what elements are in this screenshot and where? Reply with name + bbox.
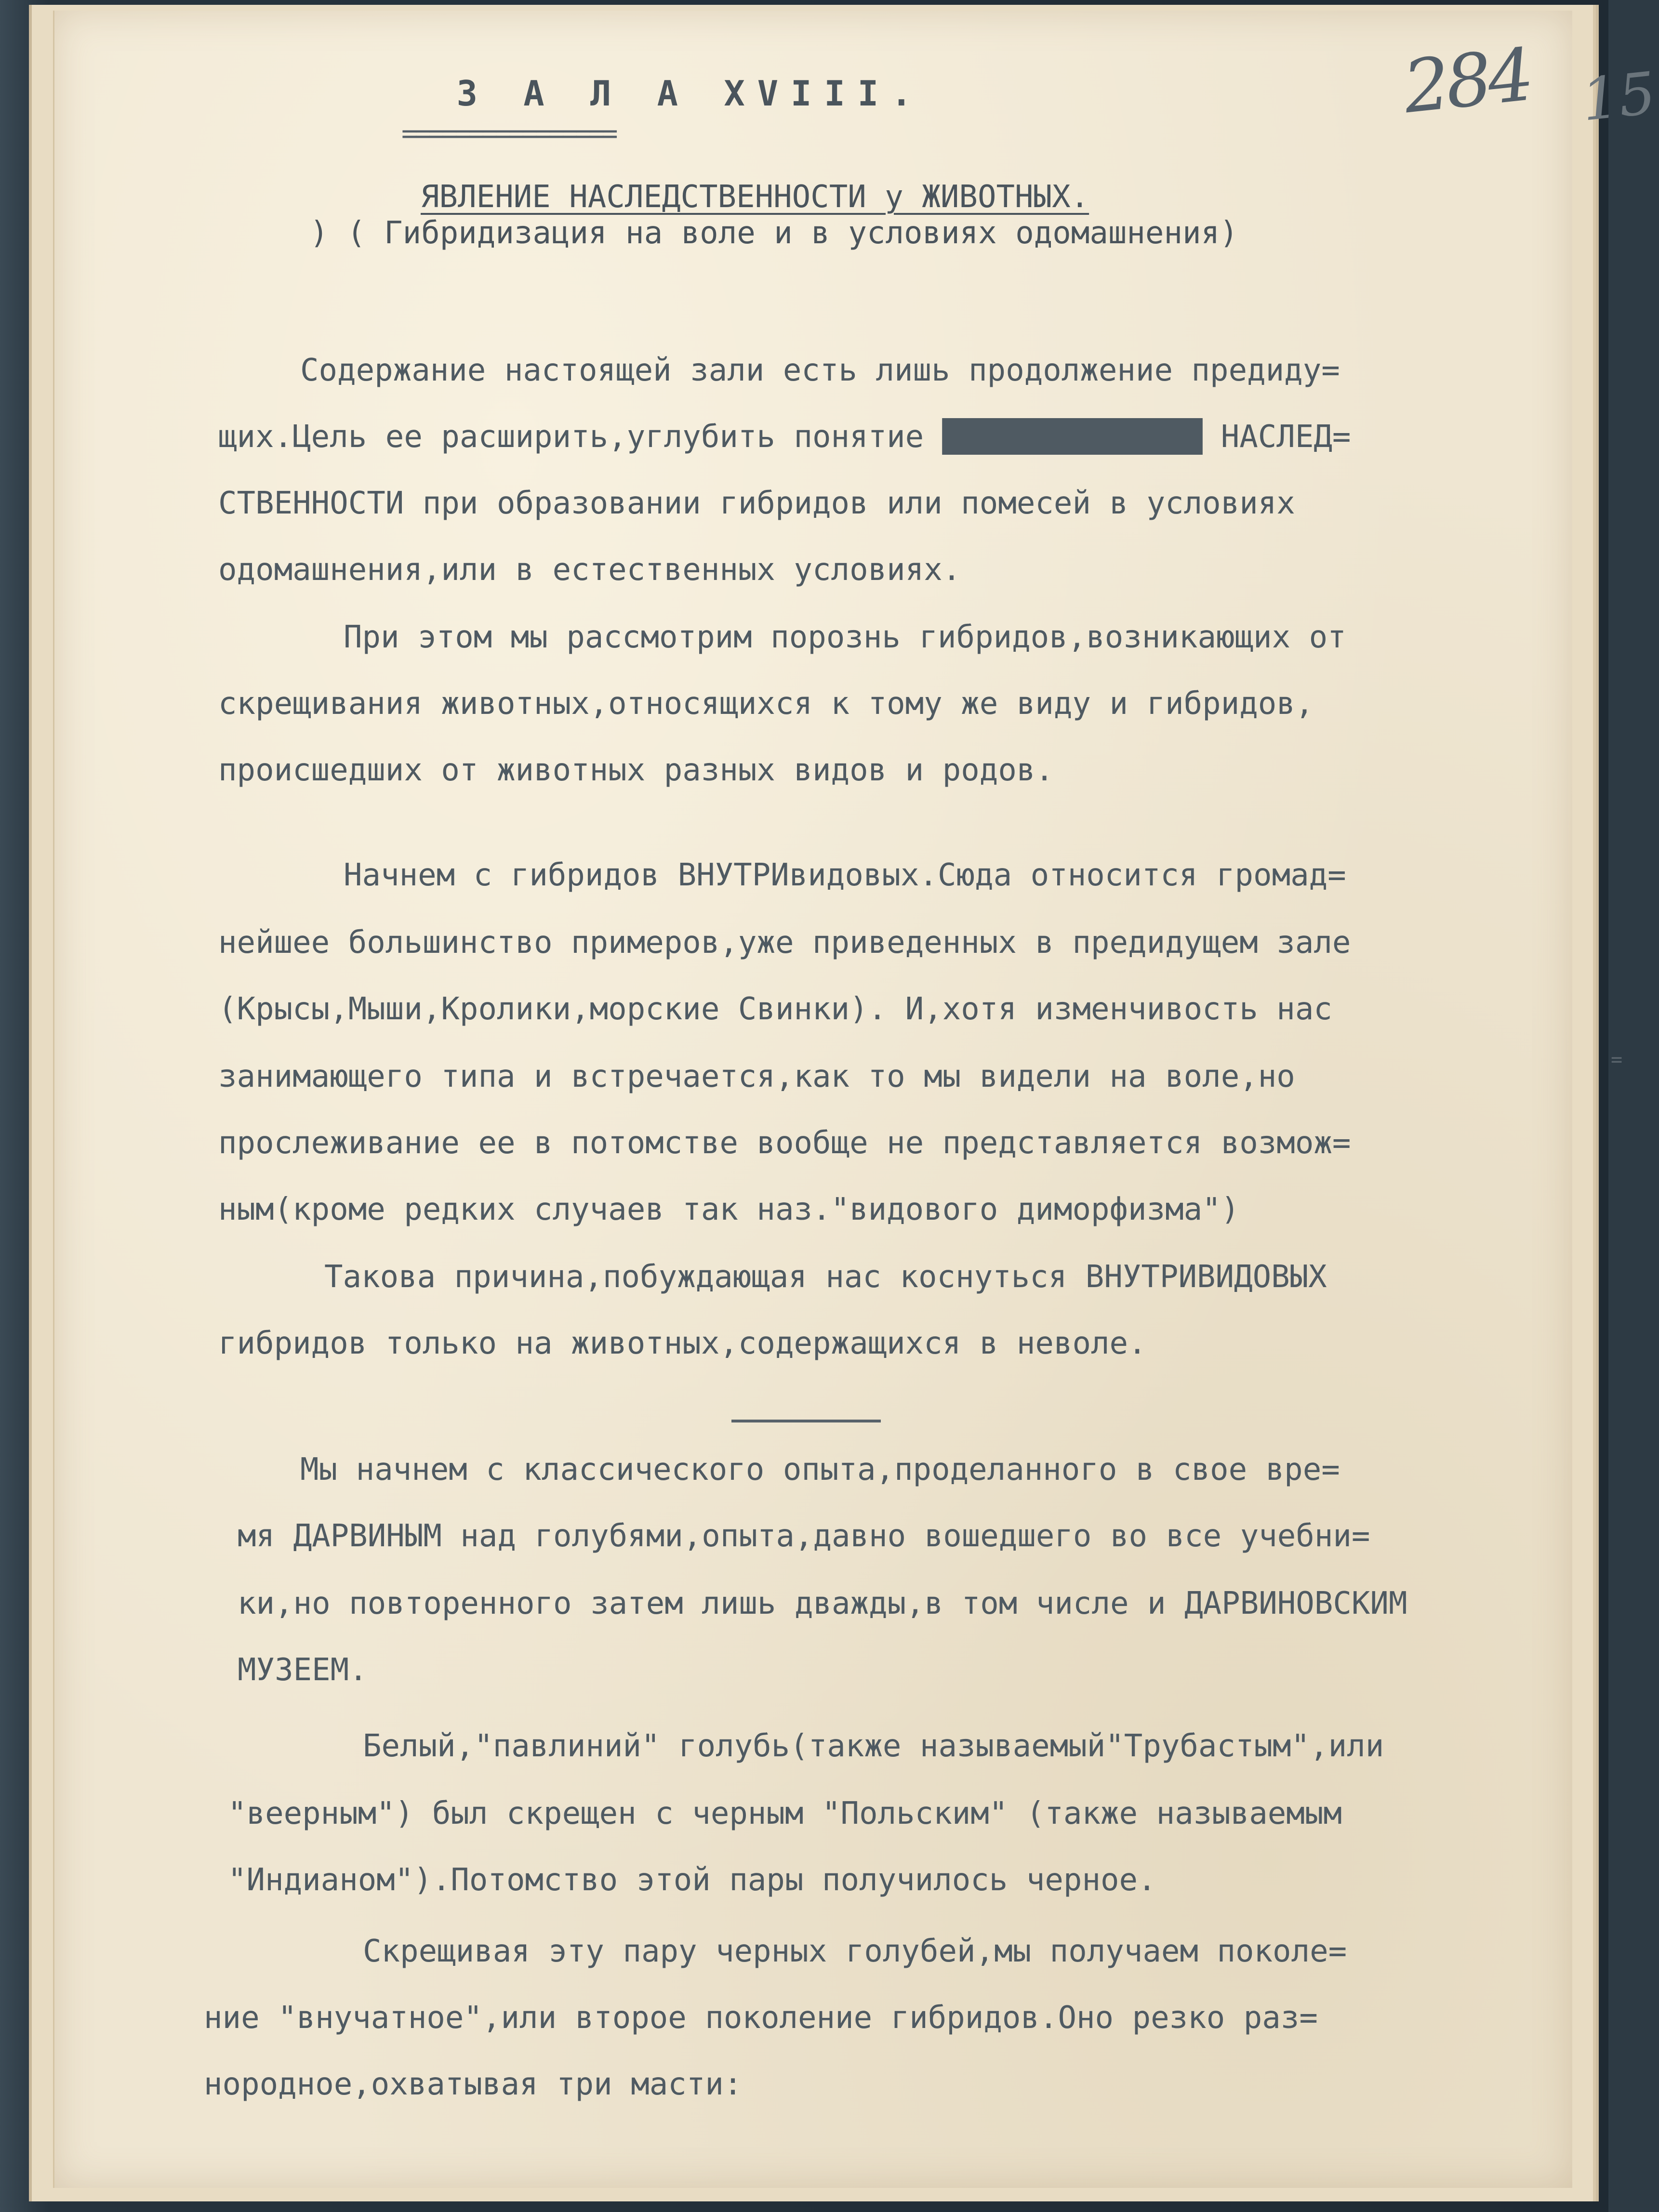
body-line: Скрещивая эту пару черных голубей,мы получаем поколе= (363, 1934, 1347, 1969)
handwritten-page-number: 284 (1399, 33, 1534, 130)
body-line: Начнем с гибридов ВНУТРИвидовых.Сюда относится громад= (344, 857, 1346, 893)
hall-title: З А Л А XVIII. (456, 73, 925, 114)
section-heading: ЯВЛЕНИЕ НАСЛЕДСТВЕННОСТИ у ЖИВОТНЫХ. (421, 179, 1089, 215)
body-line: нейшее большинство примеров,уже приведенных в предидущем зале (218, 925, 1351, 961)
body-line: ным(кроме редких случаев так наз."видового диморфизма") (218, 1192, 1240, 1227)
body-line: "Индианом").Потомство этой пары получилось черное. (228, 1862, 1156, 1898)
body-line: скрещивания животных,относящихся к тому же виду и гибридов, (218, 686, 1314, 722)
body-line: щих.Цель ее расширить,углубить понятие ██████████████ НАСЛЕД= (218, 419, 1351, 455)
section-subheading: ) ( Гибридизация на воле и в условиях одомашнения) (310, 215, 1238, 251)
body-line: Мы начнем с классического опыта,проделанного в свое вре= (300, 1452, 1340, 1488)
body-line: Содержание настоящей зали есть лишь продолжение предиду= (300, 353, 1340, 388)
body-line: гибридов только на животных,содержащихся в неволе. (218, 1326, 1147, 1361)
body-line: происшедших от животных разных видов и родов. (218, 752, 1054, 788)
margin-mark: = (1611, 1049, 1623, 1071)
section-divider (731, 1420, 881, 1422)
body-line: (Крысы,Мыши,Кролики,морские Свинки). И,хотя изменчивость нас (218, 991, 1332, 1027)
body-line: "веерным") был скрещен с черным "Польским" (также называемым (228, 1796, 1342, 1831)
body-line: ние "внучатное",или второе поколение гибридов.Оно резко раз= (204, 2000, 1318, 2036)
text-layer (54, 11, 1659, 2188)
handwritten-folio-number: 15 (1579, 60, 1659, 134)
title-underline: ================ (401, 118, 615, 149)
body-line: МУЗЕЕМ. (238, 1652, 368, 1688)
body-line: ки,но повторенного затем лишь дважды,в том числе и ДАРВИНОВСКИМ (238, 1586, 1407, 1621)
body-line: нородное,охватывая три масти: (204, 2067, 743, 2102)
body-line: прослеживание ее в потомстве вообще не представляется возмож= (218, 1125, 1351, 1161)
body-line: Такова причина,побуждающая нас коснуться ВНУТРИВИДОВЫХ (324, 1259, 1327, 1295)
body-line: Белый,"павлиний" голубь(также называемый"Трубастым",или (363, 1728, 1384, 1764)
body-line: мя ДАРВИНЫМ над голубями,опыта,давно вошедшего во все учебни= (238, 1518, 1370, 1554)
body-line: одомашнения,или в естественных условиях. (218, 552, 961, 588)
body-line: При этом мы рассмотрим порознь гибридов,возникающих от (344, 619, 1346, 655)
document-page (53, 11, 1659, 2188)
body-line: занимающего типа и встречается,как то мы видели на воле,но (218, 1059, 1295, 1094)
body-line: СТВЕННОСТИ при образовании гибридов или помесей в условиях (218, 486, 1295, 521)
